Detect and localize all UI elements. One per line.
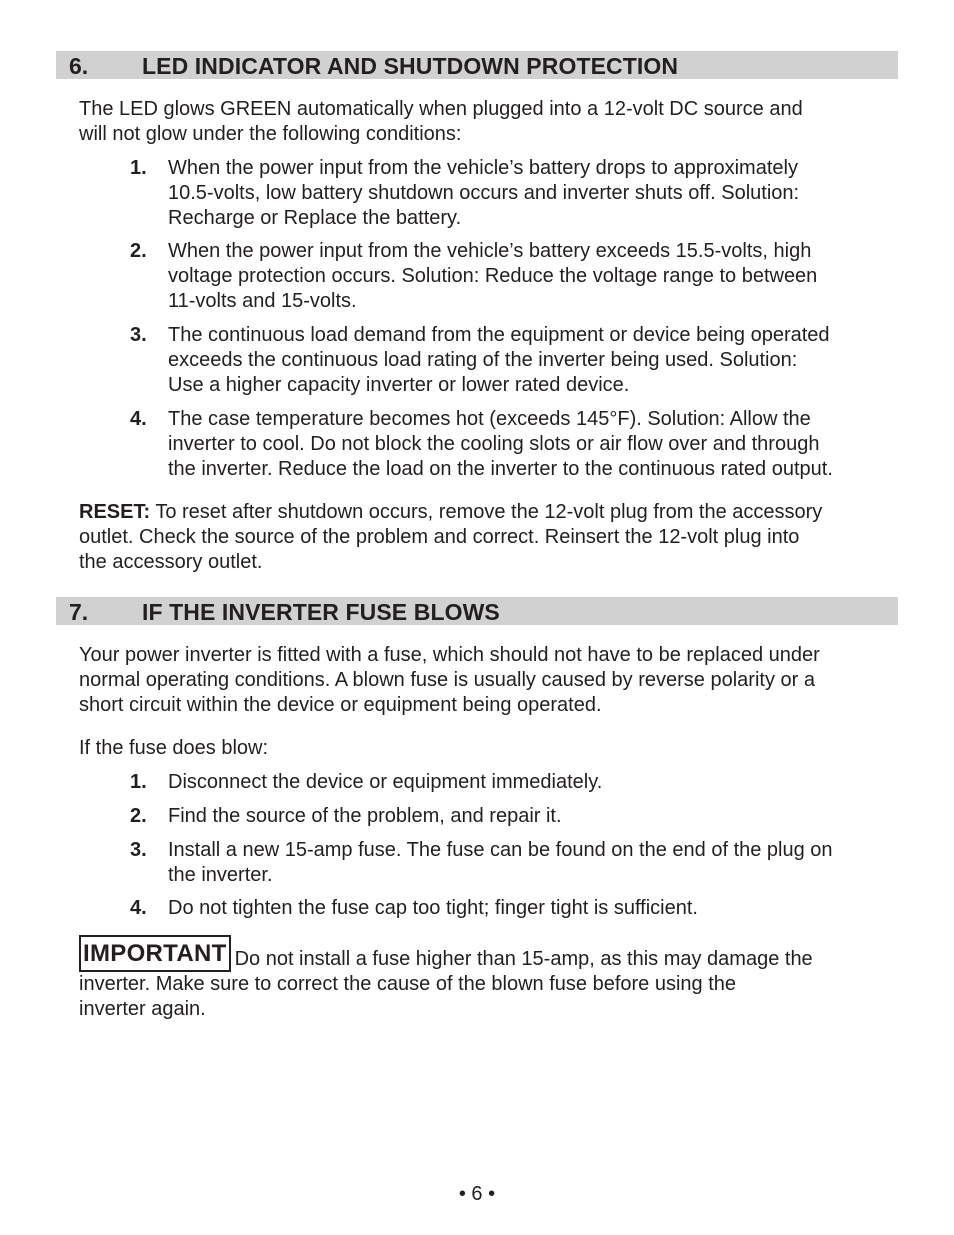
- important-line: inverter. Make sure to correct the cause of the blown fuse before using the: [79, 973, 737, 995]
- list-text: [168, 407, 900, 482]
- list-line: Use a higher capacity inverter or lower rated device.: [168, 374, 630, 396]
- list-text: [168, 770, 900, 795]
- reset-line: outlet. Check the source of the problem and correct. Reinsert the 12-volt plug into: [79, 526, 800, 548]
- reset-paragraph: [79, 500, 899, 575]
- section-6-title: LED INDICATOR AND SHUTDOWN PROTECTION: [142, 53, 679, 79]
- list-number: 1.: [130, 771, 147, 793]
- reset-text: To reset after shutdown occurs, remove the 12-volt plug from the accessory: [150, 501, 823, 523]
- page-number: • 6 •: [458, 1183, 496, 1205]
- list-line: inverter to cool. Do not block the cooling slots or air flow over and through: [168, 433, 820, 455]
- important-text: Do not install a fuse higher than 15-amp, as this may damage the: [234, 948, 813, 970]
- important-line: inverter again.: [79, 998, 206, 1020]
- section-6-header: [56, 51, 898, 79]
- intro-line: short circuit within the device or equipment being operated.: [79, 694, 602, 716]
- list-text: [168, 896, 900, 921]
- list-text: [168, 156, 900, 231]
- section-7-intro: [79, 643, 899, 718]
- intro-line: will not glow under the following conditions:: [79, 123, 462, 145]
- list-line: 11-volts and 15-volts.: [168, 290, 357, 312]
- section-6-intro: [79, 97, 899, 147]
- reset-line: [79, 500, 899, 525]
- list-line: The continuous load demand from the equipment or device being operated: [168, 324, 830, 346]
- list-line: When the power input from the vehicle’s battery drops to approximately: [168, 157, 798, 179]
- list-text: [168, 804, 900, 829]
- intro-line: normal operating conditions. A blown fuse is usually caused by reverse polarity or a: [79, 669, 815, 691]
- list-text: [168, 239, 900, 314]
- list-line: the inverter.: [168, 864, 273, 886]
- section-6-number: 6.: [69, 53, 89, 79]
- important-notice: [79, 932, 899, 1022]
- list-line: the inverter. Reduce the load on the inverter to the continuous rated output.: [168, 458, 833, 480]
- list-line: Install a new 15-amp fuse. The fuse can be found on the end of the plug on: [168, 839, 833, 861]
- important-badge: IMPORTANT: [79, 935, 231, 972]
- list-number: 3.: [130, 839, 147, 861]
- list-line: exceeds the continuous load rating of the inverter being used. Solution:: [168, 349, 798, 371]
- list-number: 4.: [130, 408, 147, 430]
- list-text: [168, 323, 900, 398]
- list-text: [168, 838, 900, 888]
- intro-line: Your power inverter is fitted with a fuse, which should not have to be replaced under: [79, 644, 820, 666]
- list-line: Find the source of the problem, and repair it.: [168, 805, 562, 827]
- list-number: 2.: [130, 240, 147, 262]
- list-number: 3.: [130, 324, 147, 346]
- list-line: When the power input from the vehicle’s battery exceeds 15.5-volts, high: [168, 240, 812, 262]
- intro-line: The LED glows GREEN automatically when plugged into a 12-volt DC source and: [79, 98, 803, 120]
- list-number: 1.: [130, 157, 147, 179]
- section-7-title: IF THE INVERTER FUSE BLOWS: [142, 599, 500, 625]
- list-number: 4.: [130, 897, 147, 919]
- list-line: The case temperature becomes hot (exceeds 145°F). Solution: Allow the: [168, 408, 811, 430]
- list-line: Disconnect the device or equipment immediately.: [168, 771, 603, 793]
- section-7-number: 7.: [69, 599, 89, 625]
- if-fuse-blows-text: If the fuse does blow:: [79, 737, 269, 759]
- reset-label: RESET:: [79, 501, 151, 523]
- list-line: 10.5-volts, low battery shutdown occurs and inverter shuts off. Solution:: [168, 182, 800, 204]
- important-first-line: [79, 932, 899, 972]
- list-number: 2.: [130, 805, 147, 827]
- list-line: voltage protection occurs. Solution: Reduce the voltage range to between: [168, 265, 818, 287]
- reset-line: the accessory outlet.: [79, 551, 263, 573]
- list-line: Recharge or Replace the battery.: [168, 207, 462, 229]
- section-7-header: [56, 597, 898, 625]
- list-line: Do not tighten the fuse cap too tight; finger tight is sufficient.: [168, 897, 698, 919]
